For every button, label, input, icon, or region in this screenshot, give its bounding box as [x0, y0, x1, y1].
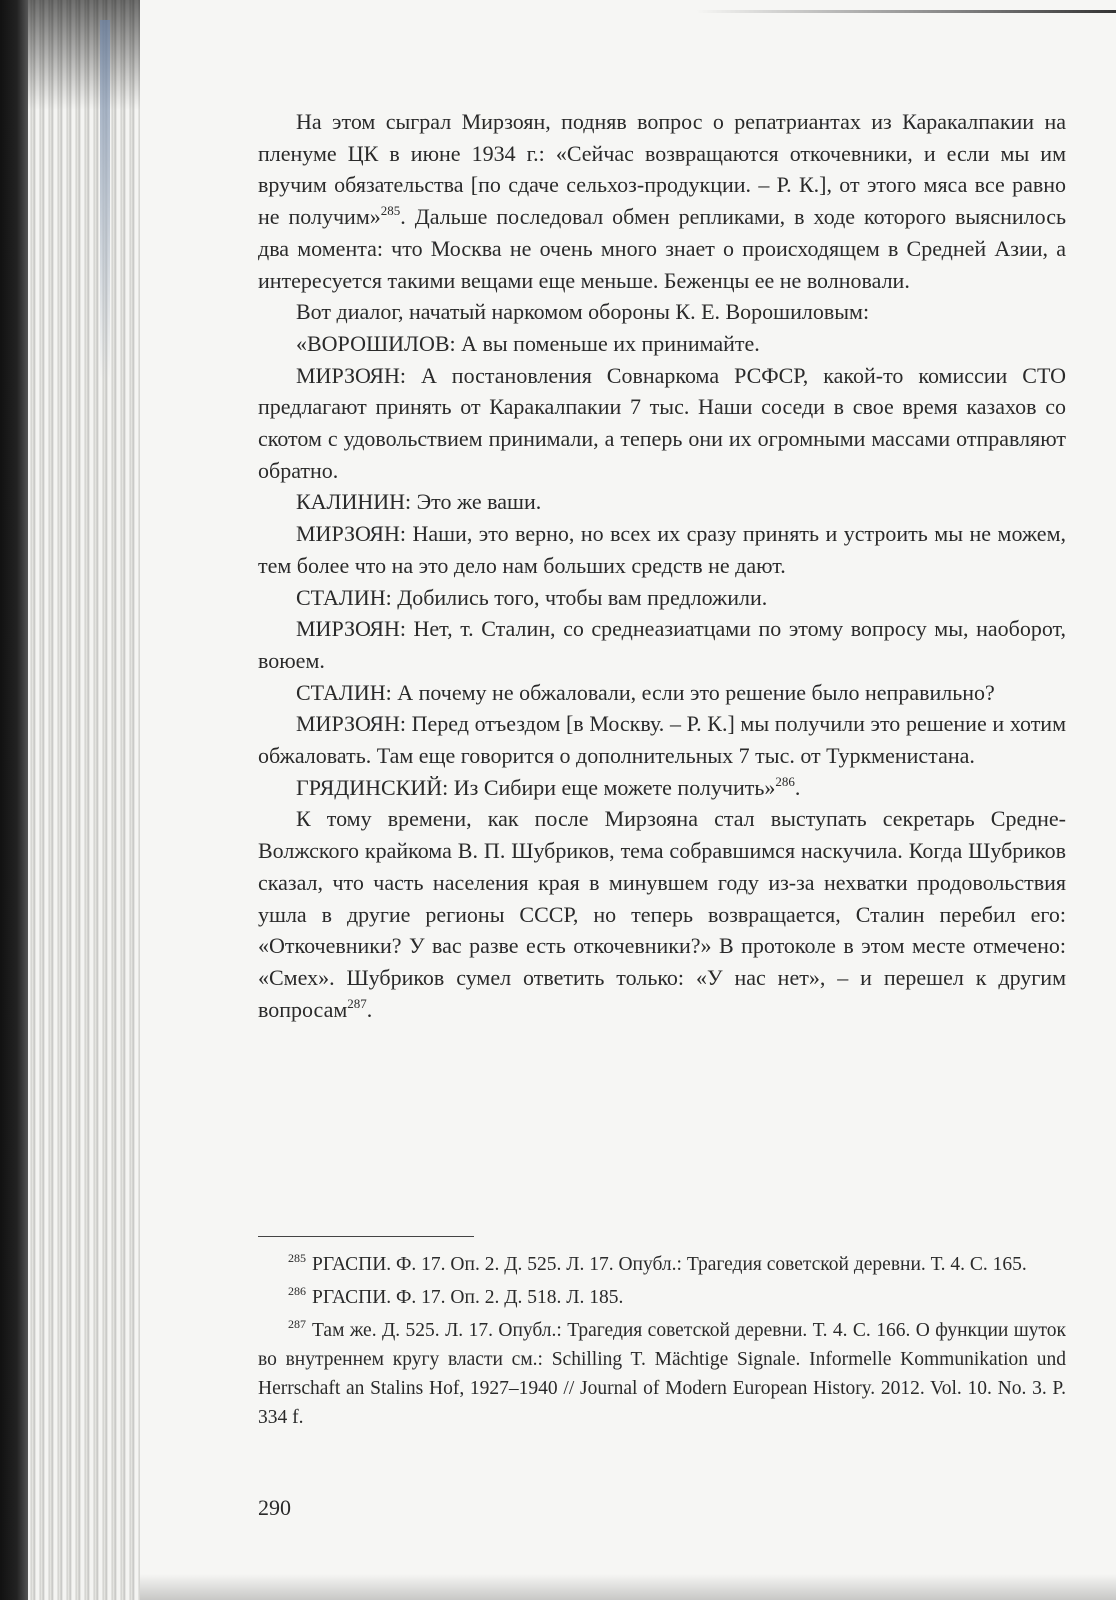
footnote-number: 286 — [288, 1284, 306, 1298]
top-edge-shadow — [696, 10, 1116, 13]
dialogue-line: МИРЗОЯН: Наши, это верно, но всех их сразу принять и устроить мы не можем, тем более что на это дело нам больших средств не дают. — [258, 521, 1066, 578]
dialogue-line: ГРЯДИНСКИЙ: Из Сибири еще можете получить»$^{286}$. — [296, 773, 801, 800]
dialogue-line: МИРЗОЯН: Нет, т. Сталин, со среднеазиатцами по этому вопросу мы, наоборот, воюем. — [258, 616, 1066, 673]
dialogue-line: МИРЗОЯН: А постановления Совнаркома РСФСР, какой-то комиссии СТО предлагают принять от Каракалпакии 7 тыс. Наши соседи в свое время казахов со скотом с удовольствием принимали, а теперь они их огромными массами отправляют обратно. — [258, 362, 1066, 483]
dialogue-line: СТАЛИН: Добились того, чтобы вам предложили. — [296, 584, 768, 610]
page-number: 290 — [258, 1495, 291, 1520]
footnote: $^{286}$ РГАСПИ. Ф. 17. Оп. 2. Д. 518. Л. 185. — [288, 1284, 624, 1308]
footnote-number: 287 — [288, 1317, 306, 1331]
paragraph: На этом сыграл Мирзоян, подняв вопрос о репатриантах из Каракалпакии на пленуме ЦК в июне 1934 г.: «Сейчас возвращаются откочевники, и если мы им вручим обязательства [по сдаче сельхоз-продукции. – Р. К.], от этого мяса все равно не получим»$^{285}$. Дальше последовал обмен репликами, в ходе которого выяснилось два момента: что Москва не очень много знает о происходящем в Средней Азии, а интересуется такими вещами еще меньше. Беженцы ее не волновали. — [258, 109, 1066, 293]
footnote-ref: 285 — [380, 203, 401, 219]
bottom-edge-shadow — [140, 1574, 1116, 1600]
footnote-ref: 287 — [347, 995, 367, 1011]
footnote-number: 285 — [288, 1251, 306, 1265]
dialogue-line: МИРЗОЯН: Перед отъездом [в Москву. – Р. К.] мы получили это решение и хотим обжаловать. Там еще говорится о дополнительных 7 тыс. от Туркменистана. — [258, 711, 1066, 769]
paragraph: К тому времени, как после Мирзояна стал выступать секретарь Средне-Волжского крайкома В. П. Шубриков, тема собравшимся наскучила. Когда Шубриков сказал, что часть населения края в минувшем году из-за нехватки продовольствия ушла в другие регионы СССР, но теперь возвращается, Сталин перебил его: «Откочевники? У вас разве есть откочевники?» В протоколе в этом месте отмечено: «Смех». Шубриков сумел ответить только: «У нас нет», – и перешел к другим вопросам$^{287}$. — [258, 806, 1066, 1022]
edge-tint — [100, 20, 110, 380]
footnote: $^{287}$ Там же. Д. 525. Л. 17. Опубл.: Трагедия советской деревни. Т. 4. С. 166. О функции шуток во внутреннем кругу власти см.: Schilling T. Mächtige Signale. Informelle Kommunikation und Herrschaft an Stalins Hof, 1927–1940 // Journal of Modern European History. 2012. Vol. 10. No. 3. P. 334 f. — [258, 1317, 1066, 1428]
paragraph: Вот диалог, начатый наркомом обороны К. Е. Ворошиловым: — [296, 299, 870, 325]
dialogue-line: СТАЛИН: А почему не обжаловали, если это решение было неправильно? — [296, 679, 995, 705]
footnotes — [258, 1250, 1066, 1436]
dialogue-line: «ВОРОШИЛОВ: А вы поменьше их принимайте. — [296, 330, 760, 356]
footnote-ref: 286 — [775, 773, 795, 789]
edge-top-shadow — [28, 0, 140, 110]
book-page — [140, 0, 1116, 1600]
footnote: $^{285}$ РГАСПИ. Ф. 17. Оп. 2. Д. 525. Л. 17. Опубл.: Трагедия советской деревни. Т. 4. С. 165. — [288, 1251, 1027, 1275]
main-text — [258, 106, 1066, 1025]
book-spine-shadow — [0, 0, 28, 1600]
dialogue-line: КАЛИНИН: Это же ваши. — [296, 489, 542, 515]
footnote-separator — [258, 1236, 474, 1237]
